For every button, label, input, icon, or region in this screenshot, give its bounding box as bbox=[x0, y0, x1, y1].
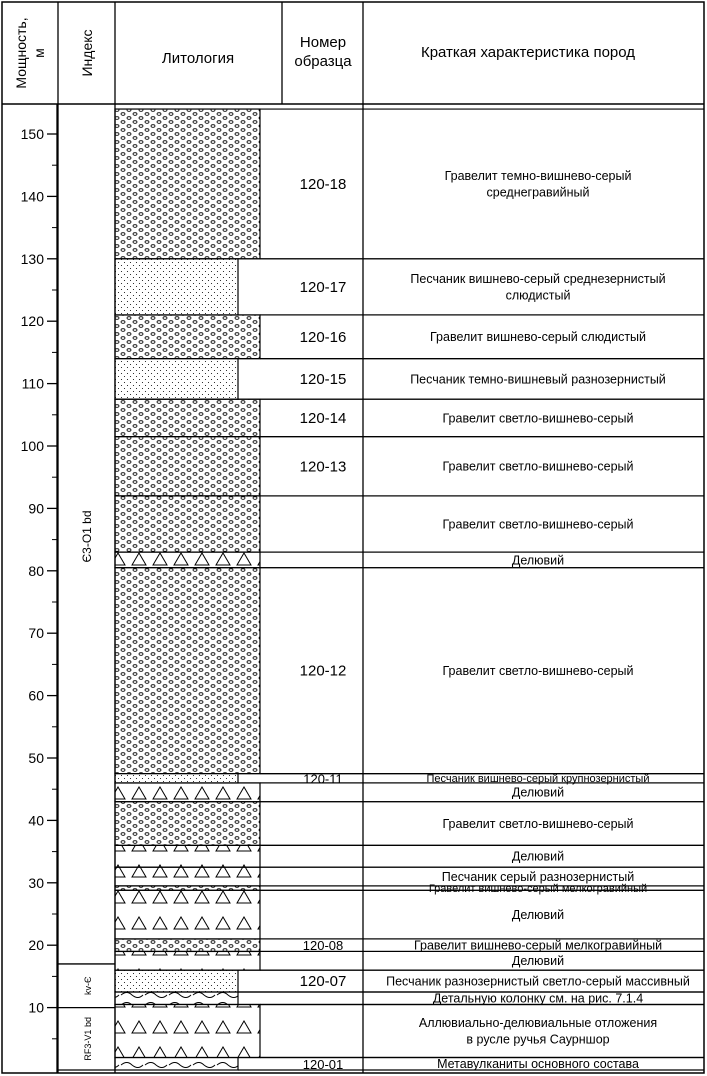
header-frame bbox=[2, 2, 704, 1073]
layer-description: Детальную колонку см. на рис. 7.1.4 bbox=[432, 991, 644, 1006]
layer-gravelite bbox=[115, 437, 704, 496]
layer-description: Гравелит вишнево-серый мелкогравийный bbox=[428, 882, 648, 895]
layer-description: Песчаник вишнево-серый крупнозернистый bbox=[426, 773, 650, 786]
layer-deluvium bbox=[115, 845, 704, 867]
scale-label: 120 bbox=[20, 313, 44, 330]
lithology-fill bbox=[115, 845, 260, 867]
scale-label: 110 bbox=[21, 375, 44, 392]
lithology-fill bbox=[115, 951, 260, 970]
layer-description: среднегравийный bbox=[486, 185, 590, 200]
sample-number: 120-08 bbox=[302, 938, 344, 954]
index-label: Є3-O1 bd bbox=[80, 510, 94, 563]
layer-gravelite bbox=[115, 109, 704, 259]
lithology-fill bbox=[115, 1004, 260, 1057]
sample-number: 120-12 bbox=[299, 662, 347, 680]
layer-description: Гравелит светло-вишнево-серый bbox=[442, 517, 634, 532]
sample-number: 120-15 bbox=[299, 370, 347, 388]
layer-description: Гравелит вишнево-серый слюдистый bbox=[429, 330, 647, 345]
lithology-fill bbox=[115, 783, 260, 802]
scale-label: 90 bbox=[28, 500, 44, 517]
index-column bbox=[58, 510, 115, 1070]
layer-sandstone bbox=[115, 970, 704, 992]
sample-number: 120-14 bbox=[299, 409, 347, 427]
lithology-fill bbox=[115, 552, 260, 568]
sample-number: 120-16 bbox=[299, 328, 347, 346]
lithology-fill bbox=[115, 774, 238, 783]
header-thickness-unit: м bbox=[31, 48, 47, 58]
layer-description: Аллювиально-делювиальные отложения bbox=[418, 1016, 658, 1031]
header-sample-line2: образца bbox=[294, 53, 352, 70]
sample-number: 120-13 bbox=[299, 458, 347, 476]
lithology-fill bbox=[115, 437, 260, 496]
lithology-fill bbox=[115, 890, 260, 939]
lithology-fill bbox=[115, 109, 260, 259]
layer-sandstone bbox=[115, 359, 704, 400]
layer-description: Гравелит светло-вишнево-серый bbox=[442, 411, 634, 426]
header-index: Индекс bbox=[79, 29, 95, 77]
scale-label: 140 bbox=[20, 188, 44, 205]
index-label: kv-Є bbox=[83, 976, 93, 995]
layer-deluvium bbox=[115, 1004, 704, 1057]
layer-sandstone bbox=[115, 259, 704, 315]
lithology-fill bbox=[115, 399, 260, 436]
sample-number: 120-01 bbox=[302, 1056, 344, 1072]
lithology-fill bbox=[115, 259, 238, 315]
layer-gravelite bbox=[115, 802, 704, 846]
scale-label: 100 bbox=[20, 438, 44, 454]
header-description: Краткая характеристика пород bbox=[420, 44, 636, 61]
layer-gravelite bbox=[115, 496, 704, 552]
layer-deluvium bbox=[115, 552, 704, 568]
layer-description: Гравелит светло-вишнево-серый bbox=[442, 816, 634, 831]
lithology-fill bbox=[115, 1058, 238, 1070]
layer-description: Песчаник серый разнозернистый bbox=[441, 869, 635, 884]
layer-description: Делювий bbox=[511, 785, 565, 800]
scale-label: 60 bbox=[28, 687, 44, 704]
layer-description: слюдистый bbox=[505, 288, 571, 303]
header-thickness: Мощность, bbox=[13, 17, 29, 89]
layers bbox=[115, 109, 704, 1072]
layer-description: Гравелит темно-вишнево-серый bbox=[444, 169, 632, 184]
layer-description: Гравелит светло-вишнево-серый bbox=[442, 664, 634, 679]
layer-description: Делювий bbox=[511, 907, 565, 922]
sample-number: 120-11 bbox=[303, 771, 343, 787]
sample-number: 120-17 bbox=[299, 278, 347, 296]
layer-deluvium bbox=[115, 890, 704, 939]
layer-description: Гравелит светло-вишнево-серый bbox=[442, 459, 634, 474]
layer-description: Песчаник вишнево-серый среднезернистый bbox=[410, 272, 666, 287]
layer-description: Метавулканиты основного состава bbox=[437, 1057, 639, 1072]
layer-gravelite bbox=[115, 399, 704, 436]
scale-label: 80 bbox=[28, 562, 44, 579]
layer-description: Делювий bbox=[511, 954, 565, 969]
scale-label: 150 bbox=[20, 126, 44, 142]
thickness-scale bbox=[21, 104, 57, 1073]
layer-description: Песчаник разнозернистый светло-серый массивный bbox=[386, 974, 690, 989]
layer-gravelite bbox=[115, 568, 704, 774]
scale-label: 20 bbox=[28, 937, 44, 954]
lithology-fill bbox=[115, 568, 260, 774]
scale-label: 70 bbox=[28, 625, 44, 642]
lithology-fill bbox=[115, 970, 238, 992]
lithology-fill bbox=[115, 496, 260, 552]
layer-description: в русле ручья Саурншор bbox=[466, 1032, 610, 1047]
scale-label: 10 bbox=[28, 999, 44, 1016]
header-sample-line1: Номер bbox=[299, 34, 347, 51]
layer-description: Делювий bbox=[511, 553, 565, 568]
scale-label: 30 bbox=[28, 874, 44, 891]
sample-number: 120-18 bbox=[299, 175, 347, 193]
lithology-fill bbox=[115, 992, 238, 1004]
lithology-fill bbox=[115, 867, 260, 886]
layer-description: Делювий bbox=[511, 849, 565, 864]
scale-label: 50 bbox=[28, 750, 44, 766]
scale-label: 40 bbox=[28, 812, 44, 829]
layer-gravelite bbox=[115, 315, 704, 359]
lithology-fill bbox=[115, 886, 260, 890]
layer-metavolcanic bbox=[115, 1057, 704, 1072]
layer-deluvium bbox=[115, 951, 704, 970]
layer-deluvium bbox=[115, 783, 704, 802]
scale-label: 130 bbox=[20, 250, 44, 267]
layer-description: Песчаник темно-вишневый разнозернистый bbox=[410, 372, 666, 387]
lithology-fill bbox=[115, 359, 238, 400]
layer-description: Гравелит вишнево-серый мелкогравийный bbox=[413, 938, 663, 953]
index-label: RF3-V1 bd bbox=[83, 1017, 93, 1061]
layer-metavolcanic bbox=[115, 992, 704, 1006]
sample-number: 120-07 bbox=[299, 973, 347, 991]
lithology-fill bbox=[115, 939, 260, 951]
lithology-fill bbox=[115, 802, 260, 846]
lithology-fill bbox=[115, 315, 260, 359]
header-lithology: Литология bbox=[161, 50, 235, 67]
